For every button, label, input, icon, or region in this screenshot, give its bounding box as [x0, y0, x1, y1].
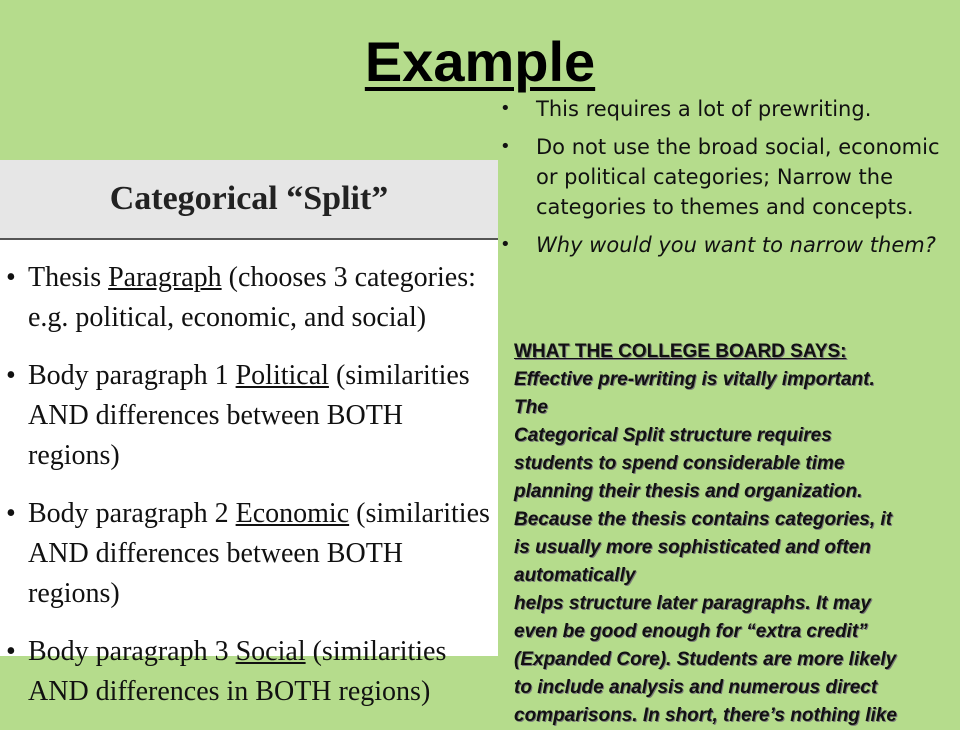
bullet-dot-icon: •: [500, 234, 511, 255]
bullet-text: This requires a lot of prewriting.: [536, 97, 872, 121]
panel-item-underlined: Social: [235, 636, 306, 667]
panel-item-post: (similarities AND differences in BOTH regions): [28, 636, 447, 707]
bullet-dot-icon: •: [500, 98, 511, 119]
panel-item-pre: Body paragraph 2: [28, 498, 236, 529]
panel-item-pre: Thesis: [28, 262, 109, 293]
note-line: The: [514, 397, 548, 418]
bullet-list: [500, 94, 940, 268]
bullet-dot-icon: •: [6, 360, 16, 391]
panel-item-post: (similarities AND differences between BOTH regions): [28, 360, 470, 471]
note-line: helps structure later paragraphs. It may: [514, 593, 871, 614]
bullet-dot-icon: •: [500, 136, 511, 157]
panel-item: [0, 356, 498, 476]
note-line: (Expanded Core). Students are more likely: [514, 649, 897, 670]
panel-item-underlined: Paragraph: [108, 262, 222, 293]
note-line: Because the thesis contains categories, it: [514, 509, 893, 530]
note-line: to include analysis and numerous direct: [514, 677, 878, 698]
college-board-note: [514, 338, 960, 730]
college-board-heading: WHAT THE COLLEGE BOARD SAYS:: [514, 341, 847, 362]
note-line: Categorical Split structure requires: [514, 425, 832, 446]
note-line: comparisons. In short, there’s nothing like: [514, 705, 897, 726]
panel-list: [0, 240, 498, 712]
slide-title-text: Example: [364, 30, 596, 93]
note-line: planning their thesis and organization.: [514, 481, 863, 502]
bullet-dot-icon: •: [6, 636, 16, 667]
bullet-item: [500, 132, 940, 222]
panel-item: [0, 632, 498, 712]
categorical-split-image: [0, 160, 498, 707]
panel-title: Categorical “Split”: [0, 160, 498, 240]
bullet-dot-icon: •: [6, 498, 16, 529]
panel-item: [0, 258, 498, 338]
note-line: students to spend considerable time: [514, 453, 845, 474]
bullet-item: [500, 230, 940, 260]
bullet-text: Do not use the broad social, economic or political categories; Narrow the categories to themes and concepts.: [536, 135, 940, 219]
bullet-dot-icon: •: [6, 262, 16, 293]
panel-item-pre: Body paragraph 1: [28, 360, 236, 391]
panel-item-underlined: Political: [235, 360, 329, 391]
panel-item-underlined: Economic: [235, 498, 350, 529]
bullet-text: Why would you want to narrow them?: [536, 233, 936, 257]
note-line: automatically: [514, 565, 636, 586]
panel-item-pre: Body paragraph 3: [28, 636, 236, 667]
panel-item: [0, 494, 498, 614]
note-line: is usually more sophisticated and often: [514, 537, 871, 558]
panel-item-post: (similarities AND differences between BOTH regions): [28, 498, 490, 609]
slide-title: [0, 30, 960, 94]
note-line: even be good enough for “extra credit”: [514, 621, 868, 642]
bullet-item: [500, 94, 940, 124]
panel-item-post: (chooses 3 categories: e.g. political, economic, and social): [28, 262, 476, 333]
note-line: Effective pre-writing is vitally important.: [514, 369, 875, 390]
